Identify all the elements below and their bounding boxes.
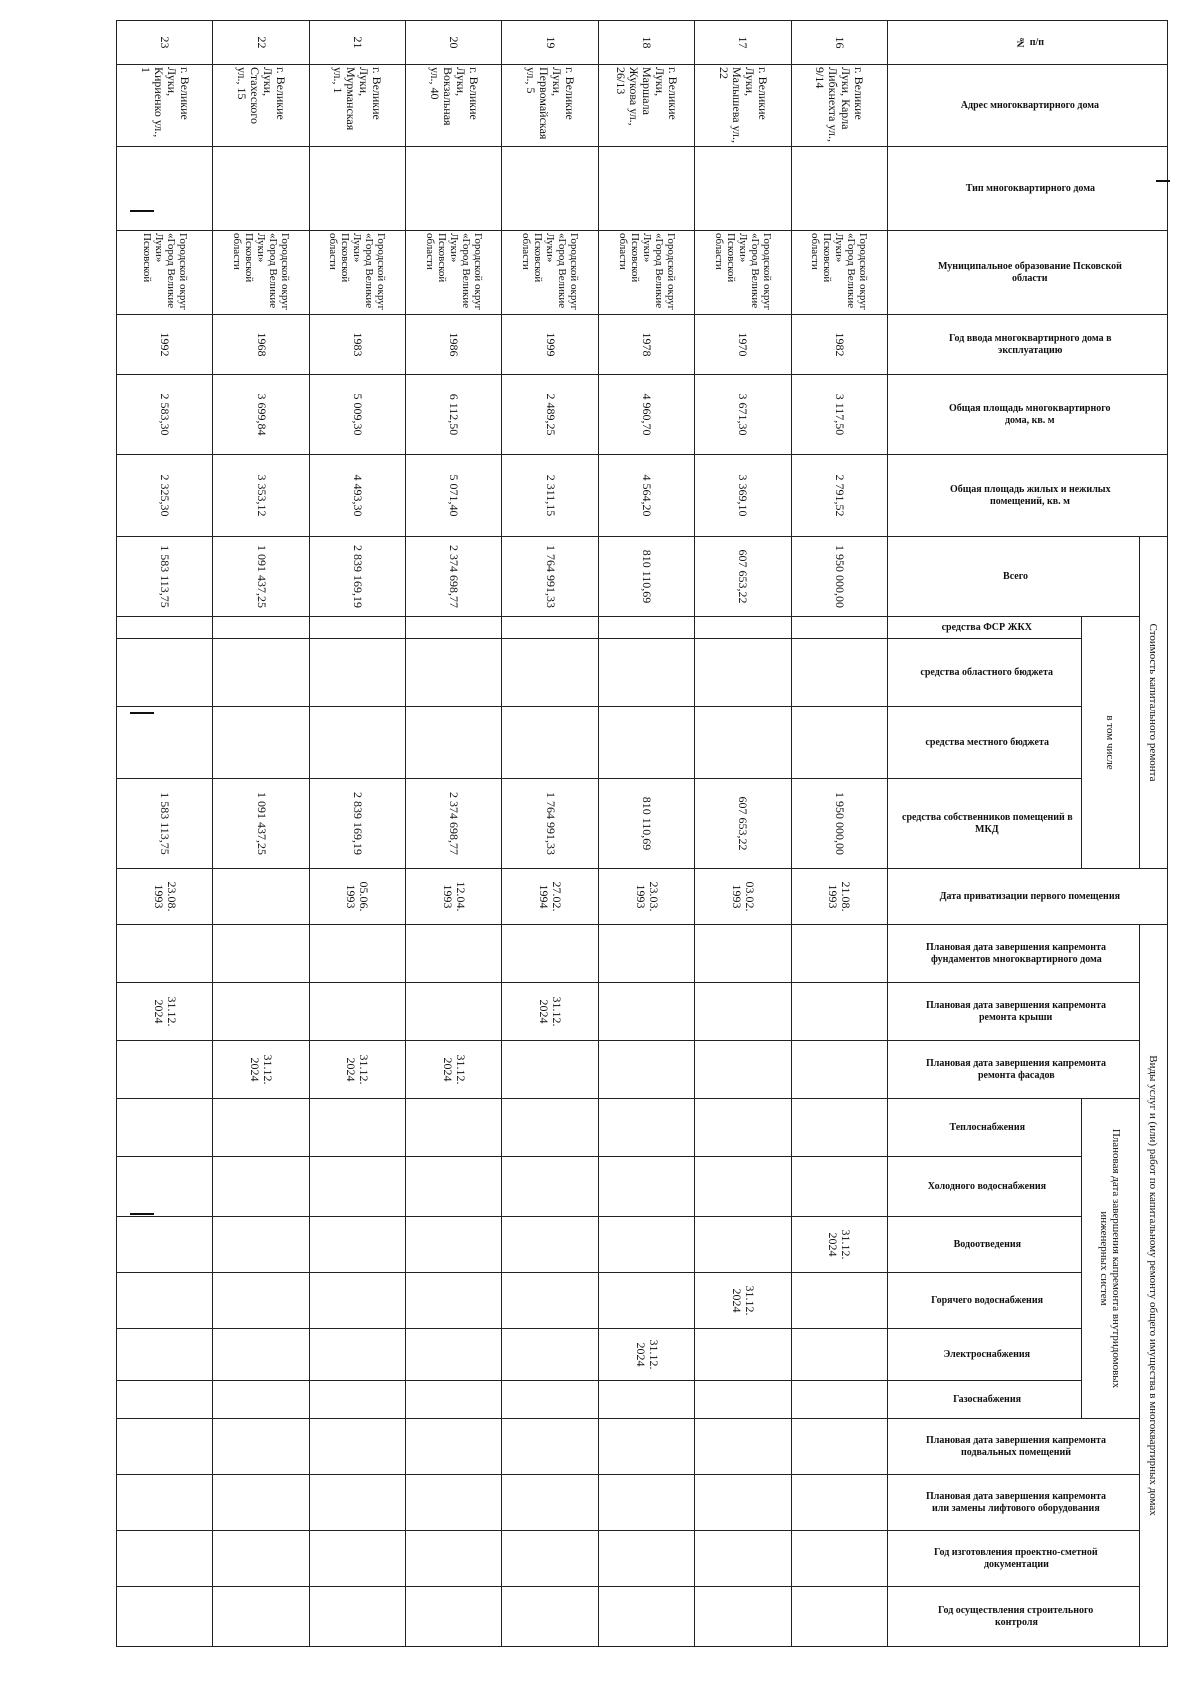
cell-heat bbox=[791, 1099, 887, 1157]
cell-fund bbox=[406, 617, 502, 639]
cell-control bbox=[213, 1587, 309, 1647]
cell-year: 1982 bbox=[791, 315, 887, 375]
cell-lift bbox=[791, 1475, 887, 1531]
cell-year: 1968 bbox=[213, 315, 309, 375]
cell-regional bbox=[598, 639, 694, 707]
header-cost-group: Стоимость капитального ремонта bbox=[1140, 537, 1168, 869]
header-address: Адрес многоквартирного дома bbox=[888, 65, 1168, 147]
header-type: Тип многоквартирного дома bbox=[888, 147, 1168, 231]
cell-type bbox=[502, 147, 598, 231]
cell-basement bbox=[117, 1419, 213, 1475]
cell-fund bbox=[117, 617, 213, 639]
cell-basement bbox=[406, 1419, 502, 1475]
register-table-wrapper bbox=[116, 20, 1168, 1628]
cell-local bbox=[309, 707, 405, 779]
cell-mo: Городской округ «Город Великие Луки» Псковской области bbox=[791, 231, 887, 315]
cell-mo: Городской округ «Город Великие Луки» Псковской области bbox=[598, 231, 694, 315]
header-hot-water: Горячего водоснабжения bbox=[888, 1273, 1082, 1329]
cell-type bbox=[598, 147, 694, 231]
cell-control bbox=[406, 1587, 502, 1647]
cell-lift bbox=[117, 1475, 213, 1531]
cell-foundation bbox=[695, 925, 791, 983]
cell-heat bbox=[117, 1099, 213, 1157]
cell-gas bbox=[598, 1381, 694, 1419]
cell-owners: 1 091 437,25 bbox=[213, 779, 309, 869]
cell-design bbox=[406, 1531, 502, 1587]
header-basement: Плановая дата завершения капремонта подвальных помещений bbox=[888, 1419, 1140, 1475]
cell-basement bbox=[213, 1419, 309, 1475]
cell-mo: Городской округ «Город Великие Луки» Псковской bbox=[117, 231, 213, 315]
cell-design bbox=[502, 1531, 598, 1587]
cell-type bbox=[791, 147, 887, 231]
cell-control bbox=[309, 1587, 405, 1647]
cell-cold bbox=[502, 1157, 598, 1217]
header-year-commission: Год ввода многоквартирного дома в эксплуатацию bbox=[888, 315, 1168, 375]
cell-regional bbox=[213, 639, 309, 707]
cell-owners: 2 374 698,77 bbox=[406, 779, 502, 869]
cell-elec bbox=[406, 1329, 502, 1381]
cell-facade bbox=[791, 1041, 887, 1099]
cell-n: 19 bbox=[502, 21, 598, 65]
cell-control bbox=[695, 1587, 791, 1647]
cell-n: 16 bbox=[791, 21, 887, 65]
cell-local bbox=[502, 707, 598, 779]
header-lift: Плановая дата завершения капремонта или замены лифтового оборудования bbox=[888, 1475, 1140, 1531]
cell-sewer bbox=[406, 1217, 502, 1273]
cell-type bbox=[309, 147, 405, 231]
header-design-docs: Год изготовления проектно-сметной документации bbox=[888, 1531, 1140, 1587]
cell-regional bbox=[309, 639, 405, 707]
cell-elec bbox=[213, 1329, 309, 1381]
cell-owners: 1 764 991,33 bbox=[502, 779, 598, 869]
cell-area: 6 112,50 bbox=[406, 375, 502, 455]
cell-elec bbox=[117, 1329, 213, 1381]
cell-roof bbox=[791, 983, 887, 1041]
cell-facade: 31.12. 2024 bbox=[406, 1041, 502, 1099]
table-row bbox=[117, 21, 213, 1647]
cell-gas bbox=[502, 1381, 598, 1419]
cell-priv: 23.08. 1993 bbox=[117, 869, 213, 925]
cell-local bbox=[598, 707, 694, 779]
cell-roof: 31.12. 2024 bbox=[117, 983, 213, 1041]
cell-priv: 03.02. 1993 bbox=[695, 869, 791, 925]
cell-n: 20 bbox=[406, 21, 502, 65]
cell-facade bbox=[598, 1041, 694, 1099]
cell-fund bbox=[695, 617, 791, 639]
header-premises-area: Общая площадь жилых и нежилых помещений, кв. м bbox=[888, 455, 1168, 537]
cell-premises: 3 369,10 bbox=[695, 455, 791, 537]
cell-priv bbox=[213, 869, 309, 925]
cell-premises: 4 564,20 bbox=[598, 455, 694, 537]
cell-foundation bbox=[117, 925, 213, 983]
header-cold-water: Холодного водоснабжения bbox=[888, 1157, 1082, 1217]
table-row bbox=[695, 21, 791, 1647]
cell-foundation bbox=[502, 925, 598, 983]
cell-foundation bbox=[598, 925, 694, 983]
cell-lift bbox=[213, 1475, 309, 1531]
cell-fund bbox=[598, 617, 694, 639]
cell-basement bbox=[309, 1419, 405, 1475]
cell-design bbox=[598, 1531, 694, 1587]
cell-sewer: 31.12. 2024 bbox=[791, 1217, 887, 1273]
cell-address: г. Великие Луки, Кириенко ул., 1 bbox=[117, 65, 213, 147]
cell-foundation bbox=[309, 925, 405, 983]
cell-address: г. Великие Луки, Малышева ул., 22 bbox=[695, 65, 791, 147]
cell-owners: 810 110,69 bbox=[598, 779, 694, 869]
cell-gas bbox=[309, 1381, 405, 1419]
cell-sewer bbox=[213, 1217, 309, 1273]
cell-total: 1 091 437,25 bbox=[213, 537, 309, 617]
cell-area: 2 489,25 bbox=[502, 375, 598, 455]
header-electric: Электроснабжения bbox=[888, 1329, 1082, 1381]
cell-roof bbox=[695, 983, 791, 1041]
table-row bbox=[502, 21, 598, 1647]
cell-cold bbox=[406, 1157, 502, 1217]
header-facade: Плановая дата завершения капремонта ремонта фасадов bbox=[888, 1041, 1140, 1099]
header-regional: средства областного бюджета bbox=[888, 639, 1082, 707]
cell-area: 3 699,84 bbox=[213, 375, 309, 455]
header-control: Год осуществления строительного контроля bbox=[888, 1587, 1140, 1647]
cell-fund bbox=[502, 617, 598, 639]
cell-sewer bbox=[695, 1217, 791, 1273]
cell-address: г. Великие Луки, Стахеского ул., 15 bbox=[213, 65, 309, 147]
cell-area: 3 117,50 bbox=[791, 375, 887, 455]
cell-hot bbox=[309, 1273, 405, 1329]
cell-hot bbox=[791, 1273, 887, 1329]
cell-basement bbox=[695, 1419, 791, 1475]
cell-total: 1 583 113,75 bbox=[117, 537, 213, 617]
cell-hot: 31.12. 2024 bbox=[695, 1273, 791, 1329]
cell-hot bbox=[117, 1273, 213, 1329]
cell-basement bbox=[598, 1419, 694, 1475]
cell-year: 1970 bbox=[695, 315, 791, 375]
cell-year: 1992 bbox=[117, 315, 213, 375]
cell-priv: 12.04. 1993 bbox=[406, 869, 502, 925]
cell-design bbox=[791, 1531, 887, 1587]
cell-regional bbox=[695, 639, 791, 707]
header-local: средства местного бюджета bbox=[888, 707, 1082, 779]
cell-basement bbox=[502, 1419, 598, 1475]
cell-address: г. Великие Луки, Первомайская ул., 5 bbox=[502, 65, 598, 147]
cell-design bbox=[117, 1531, 213, 1587]
cell-lift bbox=[309, 1475, 405, 1531]
cell-hot bbox=[406, 1273, 502, 1329]
cell-premises: 4 493,30 bbox=[309, 455, 405, 537]
cell-regional bbox=[117, 639, 213, 707]
cell-roof bbox=[213, 983, 309, 1041]
header-num: № п/п bbox=[888, 21, 1168, 65]
table-row bbox=[598, 21, 694, 1647]
cell-lift bbox=[598, 1475, 694, 1531]
margin-tick-2 bbox=[130, 712, 154, 714]
cell-control bbox=[598, 1587, 694, 1647]
cell-mo: Городской округ «Город Великие Луки» Псковской области bbox=[502, 231, 598, 315]
capital-repair-register-table bbox=[116, 20, 1168, 1647]
cell-heat bbox=[309, 1099, 405, 1157]
header-owners: средства собственников помещений в МКД bbox=[888, 779, 1082, 869]
header-roof: Плановая дата завершения капремонта ремонта крыши bbox=[888, 983, 1140, 1041]
table-row bbox=[213, 21, 309, 1647]
cell-total: 2 374 698,77 bbox=[406, 537, 502, 617]
cell-address: г. Великие Луки, Карла Либкнехта ул., 9/14 bbox=[791, 65, 887, 147]
cell-roof bbox=[309, 983, 405, 1041]
cell-hot bbox=[213, 1273, 309, 1329]
cell-heat bbox=[695, 1099, 791, 1157]
cell-gas bbox=[406, 1381, 502, 1419]
cell-n: 23 bbox=[117, 21, 213, 65]
cell-premises: 2 311,15 bbox=[502, 455, 598, 537]
cell-heat bbox=[406, 1099, 502, 1157]
cell-total: 810 110,69 bbox=[598, 537, 694, 617]
cell-premises: 2 791,52 bbox=[791, 455, 887, 537]
cell-mo: Городской округ «Город Великие Луки» Псковской области bbox=[406, 231, 502, 315]
cell-owners: 607 653,22 bbox=[695, 779, 791, 869]
cell-cold bbox=[791, 1157, 887, 1217]
cell-lift bbox=[695, 1475, 791, 1531]
cell-elec bbox=[695, 1329, 791, 1381]
cell-priv: 23.03. 1993 bbox=[598, 869, 694, 925]
margin-tick-3 bbox=[130, 1213, 154, 1215]
cell-type bbox=[406, 147, 502, 231]
cell-regional bbox=[406, 639, 502, 707]
cell-priv: 27.02. 1994 bbox=[502, 869, 598, 925]
cell-year: 1978 bbox=[598, 315, 694, 375]
cell-type bbox=[695, 147, 791, 231]
cell-owners: 1 583 113,75 bbox=[117, 779, 213, 869]
cell-control bbox=[791, 1587, 887, 1647]
header-heat: Теплоснабжения bbox=[888, 1099, 1082, 1157]
cell-design bbox=[309, 1531, 405, 1587]
cell-local bbox=[695, 707, 791, 779]
header-cost-total: Всего bbox=[888, 537, 1140, 617]
cell-control bbox=[117, 1587, 213, 1647]
cell-premises: 2 325,30 bbox=[117, 455, 213, 537]
cell-heat bbox=[502, 1099, 598, 1157]
table-row bbox=[406, 21, 502, 1647]
cell-total: 2 839 169,19 bbox=[309, 537, 405, 617]
cell-hot bbox=[598, 1273, 694, 1329]
register-rows bbox=[117, 21, 888, 1647]
header-total-area: Общая площадь многоквартирного дома, кв. м bbox=[888, 375, 1168, 455]
cell-facade bbox=[502, 1041, 598, 1099]
cell-owners: 1 950 000,00 bbox=[791, 779, 887, 869]
cell-lift bbox=[502, 1475, 598, 1531]
cell-sewer bbox=[502, 1217, 598, 1273]
cell-total: 1 764 991,33 bbox=[502, 537, 598, 617]
cell-area: 4 960,70 bbox=[598, 375, 694, 455]
cell-foundation bbox=[406, 925, 502, 983]
cell-control bbox=[502, 1587, 598, 1647]
cell-premises: 3 353,12 bbox=[213, 455, 309, 537]
table-row bbox=[309, 21, 405, 1647]
cell-area: 2 583,30 bbox=[117, 375, 213, 455]
cell-n: 21 bbox=[309, 21, 405, 65]
cell-cold bbox=[695, 1157, 791, 1217]
cell-local bbox=[791, 707, 887, 779]
header-gas: Газоснабжения bbox=[888, 1381, 1082, 1419]
cell-n: 22 bbox=[213, 21, 309, 65]
cell-gas bbox=[213, 1381, 309, 1419]
header-fund: средства ФСР ЖКХ bbox=[888, 617, 1082, 639]
cell-facade: 31.12. 2024 bbox=[213, 1041, 309, 1099]
cell-fund bbox=[309, 617, 405, 639]
cell-facade: 31.12. 2024 bbox=[309, 1041, 405, 1099]
cell-cold bbox=[117, 1157, 213, 1217]
cell-gas bbox=[791, 1381, 887, 1419]
cell-lift bbox=[406, 1475, 502, 1531]
cell-elec bbox=[502, 1329, 598, 1381]
cell-cold bbox=[309, 1157, 405, 1217]
cell-priv: 21.08. 1993 bbox=[791, 869, 887, 925]
cell-gas bbox=[117, 1381, 213, 1419]
cell-priv: 05.06. 1993 bbox=[309, 869, 405, 925]
cell-heat bbox=[598, 1099, 694, 1157]
cell-owners: 2 839 169,19 bbox=[309, 779, 405, 869]
table-row bbox=[791, 21, 887, 1647]
cell-local bbox=[213, 707, 309, 779]
margin-mark bbox=[1156, 180, 1170, 182]
cell-mo: Городской округ «Город Великие Луки» Псковской области bbox=[213, 231, 309, 315]
cell-fund bbox=[791, 617, 887, 639]
cell-roof: 31.12. 2024 bbox=[502, 983, 598, 1041]
cell-year: 1999 bbox=[502, 315, 598, 375]
cell-address: г. Великие Луки, Мурманская ул., 1 bbox=[309, 65, 405, 147]
cell-facade bbox=[117, 1041, 213, 1099]
cell-regional bbox=[791, 639, 887, 707]
cell-foundation bbox=[213, 925, 309, 983]
cell-cold bbox=[213, 1157, 309, 1217]
header-municipality: Муниципальное образование Псковской области bbox=[888, 231, 1168, 315]
cell-sewer bbox=[309, 1217, 405, 1273]
cell-gas bbox=[695, 1381, 791, 1419]
cell-heat bbox=[213, 1099, 309, 1157]
margin-tick-1 bbox=[130, 210, 154, 212]
cell-total: 1 950 000,00 bbox=[791, 537, 887, 617]
cell-premises: 5 071,40 bbox=[406, 455, 502, 537]
cell-elec bbox=[309, 1329, 405, 1381]
header-sewerage: Водоотведения bbox=[888, 1217, 1082, 1273]
cell-year: 1983 bbox=[309, 315, 405, 375]
cell-n: 17 bbox=[695, 21, 791, 65]
cell-cold bbox=[598, 1157, 694, 1217]
cell-local bbox=[117, 707, 213, 779]
cell-sewer bbox=[117, 1217, 213, 1273]
cell-elec bbox=[791, 1329, 887, 1381]
cell-elec: 31.12. 2024 bbox=[598, 1329, 694, 1381]
header-incl: в том числе bbox=[1082, 617, 1140, 869]
cell-type bbox=[117, 147, 213, 231]
cell-regional bbox=[502, 639, 598, 707]
header-foundation: Плановая дата завершения капремонта фундаментов многоквартирного дома bbox=[888, 925, 1140, 983]
cell-roof bbox=[406, 983, 502, 1041]
cell-mo: Городской округ «Город Великие Луки» Псковской области bbox=[309, 231, 405, 315]
cell-fund bbox=[213, 617, 309, 639]
cell-address: г. Великие Луки, Маршала Жукова ул., 26/13 bbox=[598, 65, 694, 147]
cell-design bbox=[695, 1531, 791, 1587]
cell-n: 18 bbox=[598, 21, 694, 65]
cell-foundation bbox=[791, 925, 887, 983]
cell-sewer bbox=[598, 1217, 694, 1273]
header-works-group: Виды услуг и (или) работ по капитальному ремонту общего имущества в многоквартирных домах bbox=[1140, 925, 1168, 1647]
cell-type bbox=[213, 147, 309, 231]
cell-total: 607 653,22 bbox=[695, 537, 791, 617]
cell-design bbox=[213, 1531, 309, 1587]
cell-hot bbox=[502, 1273, 598, 1329]
cell-mo: Городской округ «Город Великие Луки» Псковской области bbox=[695, 231, 791, 315]
cell-facade bbox=[695, 1041, 791, 1099]
cell-roof bbox=[598, 983, 694, 1041]
cell-area: 5 009,30 bbox=[309, 375, 405, 455]
header-systems-group: Плановая дата завершения капремонта внутридомовых инженерных систем bbox=[1082, 1099, 1140, 1419]
cell-local bbox=[406, 707, 502, 779]
cell-basement bbox=[791, 1419, 887, 1475]
cell-address: г. Великие Луки, Вокзальная ул., 40 bbox=[406, 65, 502, 147]
header-privatization: Дата приватизации первого помещения bbox=[888, 869, 1168, 925]
cell-year: 1986 bbox=[406, 315, 502, 375]
cell-area: 3 671,30 bbox=[695, 375, 791, 455]
